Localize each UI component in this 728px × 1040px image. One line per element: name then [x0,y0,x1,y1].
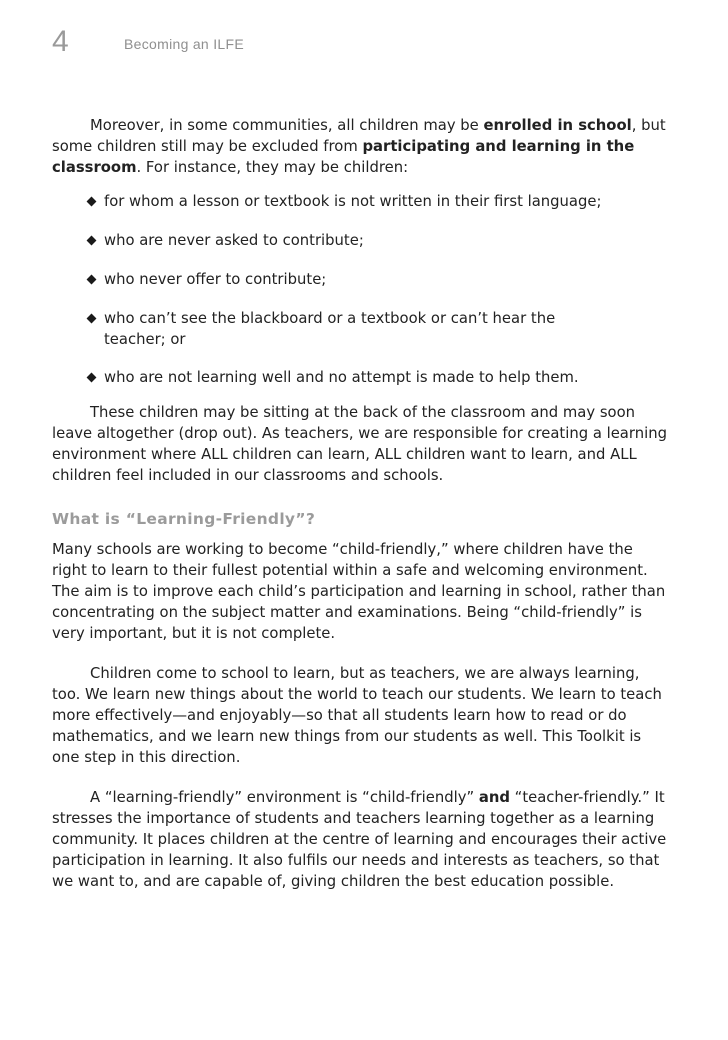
list-item [52,309,604,351]
diamond-bullet-icon [87,313,97,323]
intro-text-2: , but some children still may be excluded from [52,117,666,155]
final-bold-and: and [478,789,510,807]
diamond-bullet-icon [87,275,97,285]
bullet-text: who are not learning well and no attempt is made to help them. [104,369,579,387]
bullet-text: who are never asked to contribute; [104,232,364,250]
teachers-learning-paragraph: Children come to school to learn, but as teachers, we are always learning, too. We learn new things about the world to teach our students. We learn to teach more effectively—and enjoyably—so that all students learn how to read or do mathematics, and we learn new things from our students as well. This Toolkit is one step in this direction. [52,665,662,766]
page-number: 4 [52,25,69,58]
intro-bold-2: participating and learning in the classroom [52,137,635,176]
intro-bold-1: enrolled in school [483,117,632,134]
child-friendly-paragraph: Many schools are working to become “child-friendly,” where children have the right to learn to their fullest potential within a safe and welcoming environment. The aim is to improve each child’s participation and learning in school, rather than concentrating on the subject matter and examinations. Being “child-friendly” is very important, but it is not complete. [52,541,666,642]
bullet-list [52,192,672,389]
intro-text-3: . For instance, they may be children: [136,158,409,176]
final-text-2: “teacher-friendly.” It stresses the importance of students and teachers learning together as a learning community. It places children at the centre of learning and encourages their active participation in learning. It also fulfils our needs and interests as teachers, so that we want to, and are capable of, giving children the best education possible. [52,789,667,890]
back-of-classroom-paragraph: These children may be sitting at the back of the classroom and may soon leave altogether (drop out). As teachers, we are responsible for creating a learning environment where ALL children can learn, ALL children want to learn, and ALL children feel included in our classrooms and schools. [52,404,667,484]
bullet-text: who never offer to contribute; [104,270,327,288]
final-text-1: A “learning-friendly” environment is “child-friendly” [90,789,479,807]
diamond-bullet-icon [87,373,97,383]
list-item [52,192,672,213]
intro-text-1: Moreover, in some communities, all children may be [90,117,484,134]
learning-friendly-paragraph [52,788,672,892]
list-item [52,270,672,291]
list-item [52,231,672,252]
running-title: Becoming an ILFE [124,36,244,52]
section-heading: What is “Learning-Friendly”? [52,510,316,529]
bullet-text: for whom a lesson or textbook is not written in their first language; [104,193,602,211]
diamond-bullet-icon [87,236,97,246]
bullet-text: who can’t see the blackboard or a textbook or can’t hear the teacher; or [104,309,556,348]
page-content [52,116,672,892]
intro-paragraph [52,116,672,178]
diamond-bullet-icon [87,197,97,207]
list-item [52,368,672,389]
